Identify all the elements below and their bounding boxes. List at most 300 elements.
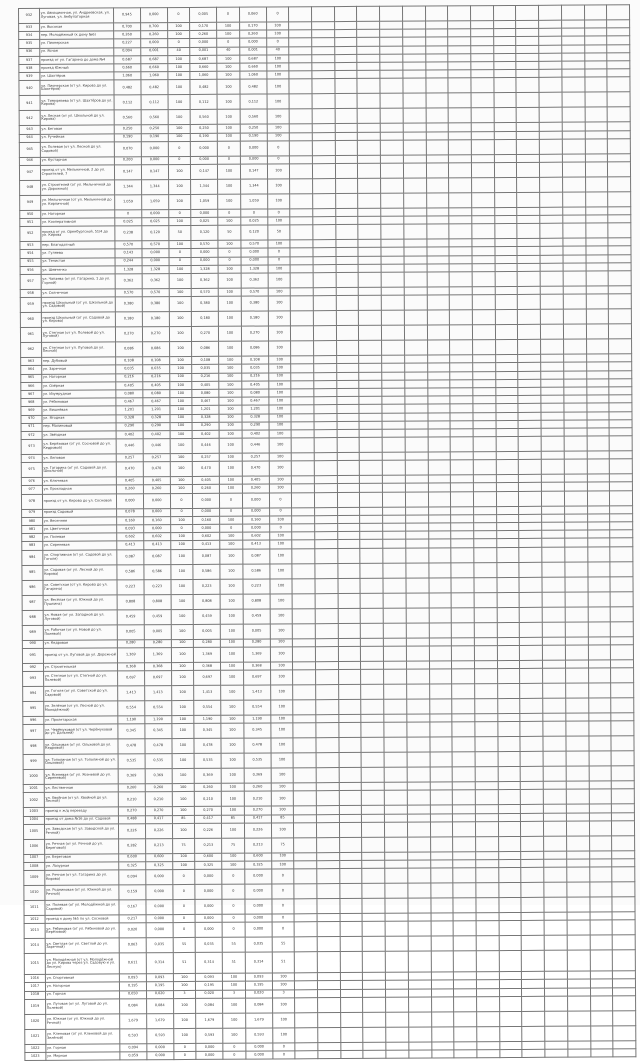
empty-cell xyxy=(313,217,336,225)
value-cell: 0,478 xyxy=(118,739,145,754)
empty-cell xyxy=(386,1050,409,1058)
empty-cell xyxy=(292,578,315,593)
value-cell: 0,570 xyxy=(192,288,219,296)
empty-cell xyxy=(385,814,408,822)
empty-cell xyxy=(450,355,473,363)
empty-cell xyxy=(289,63,312,71)
empty-cell xyxy=(407,699,430,714)
empty-cell xyxy=(519,483,542,491)
empty-cell xyxy=(607,5,630,20)
empty-cell xyxy=(613,996,636,1011)
empty-cell xyxy=(407,790,430,805)
value-cell: 1,369 xyxy=(117,647,144,662)
empty-cell xyxy=(405,515,428,523)
empty-cell xyxy=(428,531,451,539)
value-cell: 0,325 xyxy=(119,862,146,870)
empty-cell xyxy=(335,163,358,178)
empty-cell xyxy=(496,506,519,514)
empty-cell xyxy=(315,515,338,523)
value-cell: 0,093 xyxy=(245,973,272,981)
empty-cell xyxy=(540,207,563,215)
value-cell: 100 xyxy=(217,94,240,109)
value-cell: 100 xyxy=(169,288,192,296)
empty-cell xyxy=(590,920,613,935)
empty-cell xyxy=(520,668,543,683)
empty-cell xyxy=(315,646,338,661)
empty-cell xyxy=(493,45,516,53)
value-cell: 0,226 xyxy=(145,823,172,838)
empty-cell xyxy=(294,852,317,860)
value-cell: 0,000 xyxy=(116,493,143,508)
empty-cell xyxy=(567,996,590,1011)
empty-cell xyxy=(312,124,335,132)
empty-cell xyxy=(496,531,519,539)
empty-cell xyxy=(334,6,357,21)
street-name-cell: ул. Хвойная (от ул. Хвойной до ул. Лесной) xyxy=(44,792,118,807)
empty-cell xyxy=(290,155,313,163)
empty-cell xyxy=(357,79,380,94)
empty-cell xyxy=(564,379,587,387)
empty-cell xyxy=(566,804,589,812)
empty-cell xyxy=(613,1026,636,1041)
empty-cell xyxy=(291,421,314,429)
empty-cell xyxy=(453,821,476,836)
empty-cell xyxy=(337,388,360,396)
empty-cell xyxy=(473,452,496,460)
empty-cell xyxy=(452,714,475,722)
value-cell: 0,482 xyxy=(190,80,217,95)
value-cell: 100 xyxy=(220,639,243,647)
empty-cell xyxy=(385,913,408,921)
value-cell: 0,413 xyxy=(117,541,144,549)
value-cell: 0,470 xyxy=(143,462,170,477)
empty-cell xyxy=(426,131,449,139)
value-cell: 100 xyxy=(268,273,291,288)
row-number-cell: 991 xyxy=(22,648,43,663)
value-cell: 100 xyxy=(169,327,192,342)
value-cell: 100 xyxy=(168,110,191,125)
value-cell: 0,000 xyxy=(242,524,269,532)
value-cell: 0,020 xyxy=(196,990,223,998)
empty-cell xyxy=(292,453,315,461)
empty-cell xyxy=(336,326,359,341)
empty-cell xyxy=(338,563,361,578)
empty-cell xyxy=(383,563,406,578)
empty-cell xyxy=(338,540,361,548)
empty-cell xyxy=(428,547,451,562)
value-cell: 0,001 xyxy=(141,47,168,55)
empty-cell xyxy=(337,437,360,452)
empty-cell xyxy=(384,782,407,790)
empty-cell xyxy=(358,240,381,248)
value-cell: 100 xyxy=(267,124,290,132)
value-cell: 100 xyxy=(220,624,243,639)
empty-cell xyxy=(312,132,335,140)
value-cell: 0,945 xyxy=(113,8,140,23)
value-cell: 0,160 xyxy=(143,516,170,524)
row-number-cell: 950 xyxy=(20,210,41,218)
value-cell: 100 xyxy=(169,273,192,288)
empty-cell xyxy=(382,437,405,452)
empty-cell xyxy=(428,404,451,412)
value-cell: 0,070 xyxy=(114,141,141,156)
value-cell: 100 xyxy=(172,861,195,869)
empty-cell xyxy=(406,563,429,578)
value-cell: 100 xyxy=(266,55,289,63)
empty-cell xyxy=(339,852,362,860)
value-cell: 100 xyxy=(170,439,193,454)
empty-cell xyxy=(499,988,522,996)
empty-cell xyxy=(497,698,520,713)
street-name-cell: ул. Лазурная xyxy=(44,862,118,871)
value-cell: 0,270 xyxy=(118,807,145,815)
empty-cell xyxy=(472,295,495,310)
empty-cell xyxy=(385,805,408,813)
empty-cell xyxy=(494,131,517,139)
empty-cell xyxy=(586,324,609,339)
empty-cell xyxy=(472,192,495,207)
empty-cell xyxy=(562,162,585,177)
empty-cell xyxy=(609,411,632,419)
value-cell: 100 xyxy=(217,22,240,30)
value-cell: 0,600 xyxy=(145,853,172,861)
empty-cell xyxy=(539,154,562,162)
value-cell: 0,000 xyxy=(191,209,218,217)
empty-cell xyxy=(407,714,430,722)
empty-cell xyxy=(318,1051,341,1059)
value-cell: 0,697 xyxy=(144,671,171,686)
empty-cell xyxy=(315,507,338,515)
value-cell: 0,405 xyxy=(143,381,170,389)
value-cell: 0 xyxy=(267,141,290,156)
empty-cell xyxy=(520,660,543,668)
value-cell: 0,380 xyxy=(241,296,268,311)
street-name-cell: ул. Сиреневая xyxy=(42,541,116,550)
empty-cell xyxy=(564,530,587,538)
value-cell: 0,238 xyxy=(115,226,142,241)
empty-cell xyxy=(362,898,385,913)
value-cell: 0,260 xyxy=(193,485,220,493)
value-cell: 0,086 xyxy=(192,341,219,356)
empty-cell xyxy=(451,562,474,577)
value-cell: 0,250 xyxy=(114,125,141,133)
empty-cell xyxy=(358,124,381,132)
row-number-cell: 944 xyxy=(19,134,40,142)
empty-cell xyxy=(587,530,610,538)
value-cell: 1,344 xyxy=(141,179,168,194)
empty-cell xyxy=(475,699,498,714)
empty-cell xyxy=(590,1011,613,1026)
value-cell: 1,059 xyxy=(240,194,267,209)
empty-cell xyxy=(450,371,473,379)
value-cell: 0 xyxy=(169,249,192,257)
empty-cell xyxy=(471,108,494,123)
value-cell: 0,405 xyxy=(242,476,269,484)
empty-cell xyxy=(291,356,314,364)
empty-cell xyxy=(607,122,630,130)
empty-cell xyxy=(541,354,564,362)
value-cell: 100 xyxy=(221,768,244,783)
empty-cell xyxy=(539,28,562,36)
empty-cell xyxy=(566,789,589,804)
empty-cell xyxy=(451,460,474,475)
value-cell: 0,257 xyxy=(242,453,269,461)
value-cell: 100 xyxy=(268,240,291,248)
empty-cell xyxy=(565,538,588,546)
value-cell: 0,195 xyxy=(245,981,272,989)
empty-cell xyxy=(495,371,518,379)
empty-cell xyxy=(473,340,496,355)
empty-cell xyxy=(337,405,360,413)
value-cell: 0,270 xyxy=(115,327,142,342)
value-cell: 0,001 xyxy=(240,47,267,55)
empty-cell xyxy=(294,814,317,822)
empty-cell xyxy=(494,78,517,93)
empty-cell xyxy=(290,164,313,179)
empty-cell xyxy=(314,388,337,396)
empty-cell xyxy=(471,53,494,61)
value-cell: 100 xyxy=(218,273,241,288)
value-cell: 0,210 xyxy=(118,792,145,807)
row-number-cell: 955 xyxy=(20,258,41,266)
empty-cell xyxy=(517,139,540,154)
value-cell: 100 xyxy=(270,700,293,715)
street-name-cell: проезд от ул. Мельничной, 2 до ул. Строителей, 7 xyxy=(40,165,114,180)
empty-cell xyxy=(588,645,611,660)
empty-cell xyxy=(426,193,449,208)
empty-cell xyxy=(359,413,382,421)
empty-cell xyxy=(408,980,431,988)
empty-cell xyxy=(565,645,588,660)
empty-cell xyxy=(339,768,362,783)
empty-cell xyxy=(403,37,426,45)
empty-cell xyxy=(425,54,448,62)
value-cell: 100 xyxy=(269,548,292,563)
value-cell: 100 xyxy=(172,739,195,754)
empty-cell xyxy=(427,380,450,388)
empty-cell xyxy=(290,248,313,256)
empty-cell xyxy=(563,354,586,362)
empty-cell xyxy=(340,868,363,883)
empty-cell xyxy=(473,355,496,363)
value-cell: 0,368 xyxy=(117,662,144,670)
empty-cell xyxy=(542,547,565,562)
value-cell: 0,570 xyxy=(191,241,218,249)
value-cell: 0 xyxy=(173,1051,196,1059)
empty-cell xyxy=(314,429,337,437)
empty-cell xyxy=(363,1050,386,1058)
empty-cell xyxy=(381,224,404,239)
empty-cell xyxy=(475,722,498,737)
empty-cell xyxy=(522,936,545,951)
value-cell: 0,602 xyxy=(117,533,144,541)
value-cell: 0,467 xyxy=(242,397,269,405)
empty-cell xyxy=(494,108,517,123)
empty-cell xyxy=(590,1026,613,1041)
empty-cell xyxy=(409,1050,432,1058)
empty-cell xyxy=(431,921,454,936)
value-cell: 0,325 xyxy=(145,861,172,869)
empty-cell xyxy=(315,563,338,578)
value-cell: 100 xyxy=(270,623,293,638)
empty-cell xyxy=(315,608,338,623)
empty-cell xyxy=(543,698,566,713)
value-cell: 0,000 xyxy=(141,156,168,164)
empty-cell xyxy=(498,782,521,790)
empty-cell xyxy=(430,883,453,898)
value-cell: 100 xyxy=(169,389,192,397)
row-number-cell: 1014 xyxy=(24,939,45,954)
value-cell: 1,344 xyxy=(191,179,218,194)
value-cell: 0,159 xyxy=(119,885,146,900)
empty-cell xyxy=(318,997,341,1012)
empty-cell xyxy=(405,460,428,475)
row-number-cell: 984 xyxy=(22,550,43,565)
row-number-cell: 986 xyxy=(22,580,43,595)
empty-cell xyxy=(449,255,472,263)
empty-cell xyxy=(290,124,313,132)
empty-cell xyxy=(473,491,496,506)
empty-cell xyxy=(453,921,476,936)
empty-cell xyxy=(292,524,315,532)
empty-cell xyxy=(540,177,563,192)
row-number-cell: 981 xyxy=(22,525,43,533)
value-cell: 1,413 xyxy=(243,685,270,700)
empty-cell xyxy=(493,37,516,45)
empty-cell xyxy=(381,163,404,178)
empty-cell xyxy=(426,155,449,163)
value-cell: 0,112 xyxy=(240,94,267,109)
empty-cell xyxy=(316,806,339,814)
value-cell: 100 xyxy=(271,738,294,753)
empty-cell xyxy=(585,107,608,122)
empty-cell xyxy=(499,936,522,951)
empty-cell xyxy=(385,822,408,837)
value-cell: 0,000 xyxy=(196,1043,223,1051)
empty-cell xyxy=(340,973,363,981)
empty-cell xyxy=(609,387,632,395)
empty-cell xyxy=(585,223,608,238)
empty-cell xyxy=(454,1027,477,1042)
empty-cell xyxy=(539,139,562,154)
empty-cell xyxy=(317,973,340,981)
empty-cell xyxy=(358,248,381,256)
empty-cell xyxy=(588,636,611,644)
value-cell: 0 xyxy=(218,209,241,217)
value-cell: 0,260 xyxy=(244,783,271,791)
empty-cell xyxy=(448,37,471,45)
empty-cell xyxy=(290,256,313,264)
empty-cell xyxy=(340,952,363,973)
row-number-cell: 1004 xyxy=(23,816,44,824)
value-cell: 0,223 xyxy=(193,579,220,594)
value-cell: 100 xyxy=(266,63,289,71)
empty-cell xyxy=(291,405,314,413)
empty-cell xyxy=(451,475,474,483)
empty-cell xyxy=(474,539,497,547)
empty-cell xyxy=(386,1027,409,1042)
empty-cell xyxy=(362,791,385,806)
empty-cell xyxy=(404,287,427,295)
empty-cell xyxy=(448,6,471,21)
empty-cell xyxy=(341,1042,364,1050)
empty-cell xyxy=(472,272,495,287)
empty-cell xyxy=(496,404,519,412)
empty-cell xyxy=(584,53,607,61)
empty-cell xyxy=(289,46,312,54)
empty-cell xyxy=(294,783,317,791)
row-number-cell: 975 xyxy=(21,463,42,478)
empty-cell xyxy=(315,524,338,532)
empty-cell xyxy=(426,208,449,216)
empty-cell xyxy=(407,684,430,699)
empty-cell xyxy=(494,139,517,154)
empty-cell xyxy=(609,339,632,354)
row-number-cell: 980 xyxy=(22,517,43,525)
empty-cell xyxy=(294,791,317,806)
empty-cell xyxy=(495,239,518,247)
row-number-cell: 946 xyxy=(19,157,40,165)
street-name-cell: ул. Рабочая (от ул. Новой до ул. Полевой) xyxy=(43,624,117,639)
value-cell: 0,467 xyxy=(116,398,143,406)
empty-cell xyxy=(315,548,338,563)
value-cell: 0 xyxy=(269,492,292,507)
value-cell: 100 xyxy=(219,326,242,341)
value-cell: 0,143 xyxy=(115,249,142,257)
value-cell: 1,060 xyxy=(240,71,267,79)
empty-cell xyxy=(470,6,493,21)
empty-cell xyxy=(585,139,608,154)
empty-cell xyxy=(407,837,430,852)
value-cell: 0,000 xyxy=(242,508,269,516)
value-cell: 100 xyxy=(219,476,242,484)
empty-cell xyxy=(292,540,315,548)
value-cell: 0 xyxy=(218,249,241,257)
empty-cell xyxy=(383,475,406,483)
empty-cell xyxy=(609,354,632,362)
value-cell: 0,020 xyxy=(119,923,146,938)
value-cell: 100 xyxy=(269,516,292,524)
empty-cell xyxy=(564,506,587,514)
empty-cell xyxy=(586,294,609,309)
empty-cell xyxy=(499,898,522,913)
empty-cell xyxy=(476,936,499,951)
empty-cell xyxy=(406,531,429,539)
value-cell: 0,660 xyxy=(141,64,168,72)
empty-cell xyxy=(340,937,363,952)
value-cell: 0,325 xyxy=(245,861,272,869)
empty-cell xyxy=(494,93,517,108)
row-number-cell: 977 xyxy=(21,486,42,494)
value-cell: 100 xyxy=(169,381,192,389)
empty-cell xyxy=(471,154,494,162)
empty-cell xyxy=(339,791,362,806)
empty-cell xyxy=(407,782,430,790)
empty-cell xyxy=(386,981,409,989)
value-cell: 100 xyxy=(271,823,294,838)
value-cell: 0,000 xyxy=(143,493,170,508)
empty-cell xyxy=(607,77,630,92)
empty-cell xyxy=(291,296,314,311)
empty-cell xyxy=(316,791,339,806)
value-cell: 1,328 xyxy=(241,265,268,273)
value-cell: 0 xyxy=(168,156,191,164)
empty-cell xyxy=(316,661,339,669)
empty-cell xyxy=(564,420,587,428)
value-cell: 100 xyxy=(167,31,190,39)
empty-cell xyxy=(584,5,607,20)
empty-cell xyxy=(381,295,404,310)
